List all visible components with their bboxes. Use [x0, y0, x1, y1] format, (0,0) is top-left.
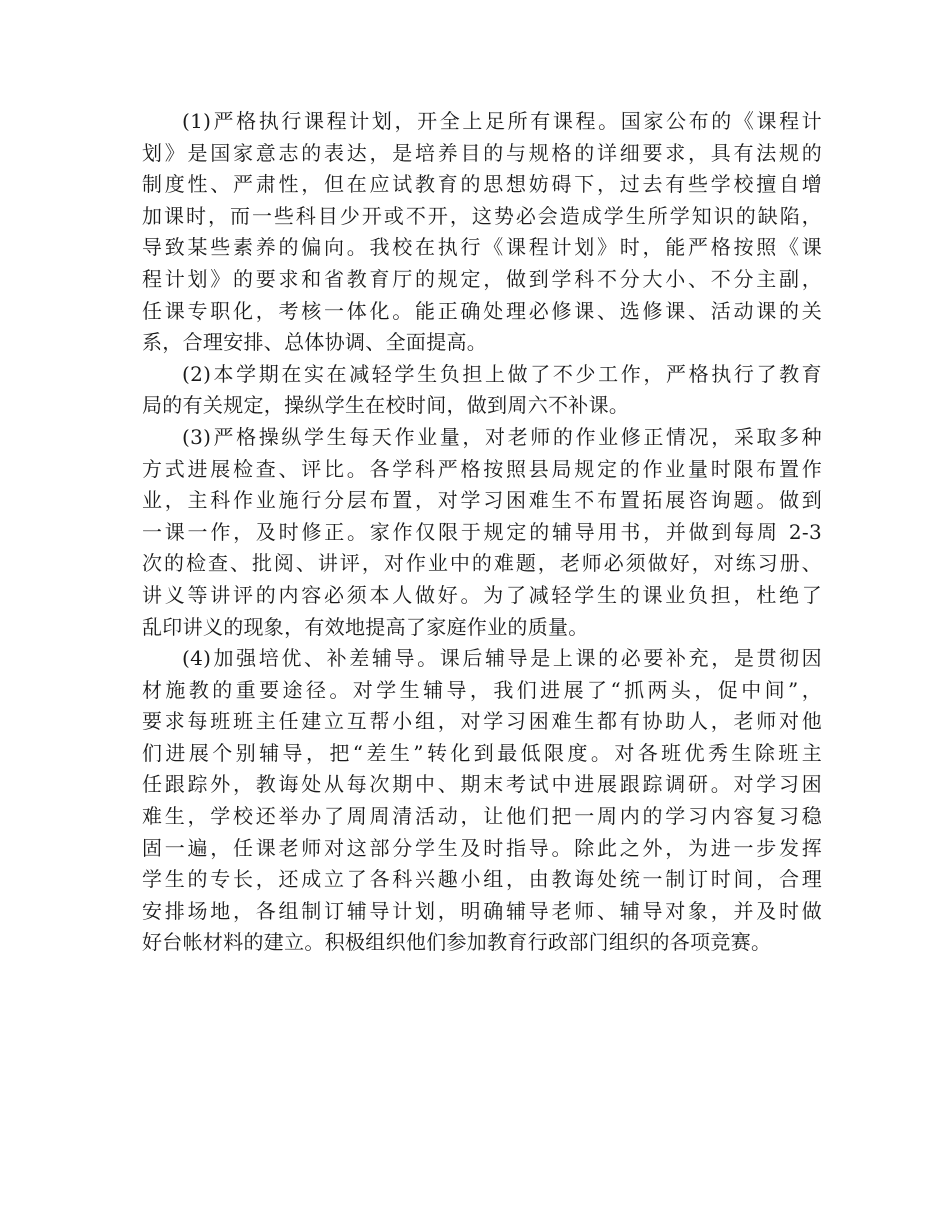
text-line: 讲义等讲评的内容必须本人做好。为了减轻学生的课业负担，杜绝了	[142, 582, 822, 607]
text-line: 局的有关规定，操纵学生在校时间，做到周六不补课。	[142, 393, 630, 418]
paragraph-3	[142, 422, 822, 643]
text-line: 次的检查、批阅、讲评，对作业中的难题，老师必须做好，对练习册、	[142, 551, 822, 576]
text-line: 加课时，而一些科目少开或不开，这势必会造成学生所学知识的缺陷，	[142, 203, 822, 228]
text-line: 系，合理安排、总体协调、全面提高。	[142, 330, 488, 355]
text-line: (4)加强培优、补差辅导。课后辅导是上课的必要补充，是贯彻因	[182, 646, 822, 671]
text-line: 固一遍，任课老师对这部分学生及时指导。除此之外，为进一步发挥	[142, 835, 822, 860]
text-line: 制度性、严肃性，但在应试教育的思想妨碍下，过去有些学校擅自增	[142, 172, 822, 197]
text-line: (1)严格执行课程计划，开全上足所有课程。国家公布的《课程计	[182, 109, 822, 133]
text-line: (2)本学期在实在减轻学生负担上做了不少工作，严格执行了教育	[182, 361, 822, 386]
text-line: 乱印讲义的现象，有效地提高了家庭作业的质量。	[142, 614, 589, 639]
text-line: 安排场地，各组制订辅导计划，明确辅导老师、辅导对象，并及时做	[142, 898, 822, 923]
text-line: 任课专职化，考核一体化。能正确处理必修课、选修课、活动课的关	[142, 298, 822, 323]
text-line: (3)严格操纵学生每天作业量，对老师的作业修正情况，采取多种	[182, 424, 822, 449]
text-line: 导致某些素养的偏向。我校在执行《课程计划》时，能严格按照《课	[142, 235, 822, 260]
text-line: 程计划》的要求和省教育厅的规定，做到学科不分大小、不分主副，	[142, 266, 822, 291]
text-line: 好台帐材料的建立。积极组织他们参加教育行政部门组织的各项竞赛。	[142, 930, 772, 955]
text-line: 任跟踪外，教诲处从每次期中、期末考试中进展跟踪调研。对学习困	[142, 772, 822, 797]
text-line: 材施教的重要途径。对学生辅导，我们进展了“抓两头，促中间”，	[142, 677, 822, 702]
document-body	[142, 106, 822, 959]
text-line: 划》是国家意志的表达，是培养目的与规格的详细要求，具有法规的	[142, 140, 822, 165]
text-line: 一课一作，及时修正。家作仅限于规定的辅导用书，并做到每周 2-3	[142, 519, 822, 544]
text-line: 要求每班班主任建立互帮小组，对学习困难生都有协助人，老师对他	[142, 709, 822, 734]
text-line: 方式进展检查、评比。各学科严格按照县局规定的作业量时限布置作	[142, 456, 822, 481]
text-line: 们进展个别辅导，把“差生”转化到最低限度。对各班优秀生除班主	[142, 740, 822, 765]
paragraph-1	[142, 106, 822, 359]
paragraph-4	[142, 643, 822, 959]
text-line: 学生的专长，还成立了各科兴趣小组，由教诲处统一制订时间，合理	[142, 867, 822, 892]
paragraph-2	[142, 359, 822, 422]
text-line: 难生，学校还举办了周周清活动，让他们把一周内的学习内容复习稳	[142, 804, 822, 829]
text-line: 业，主科作业施行分层布置，对学习困难生不布置拓展咨询题。做到	[142, 488, 822, 513]
